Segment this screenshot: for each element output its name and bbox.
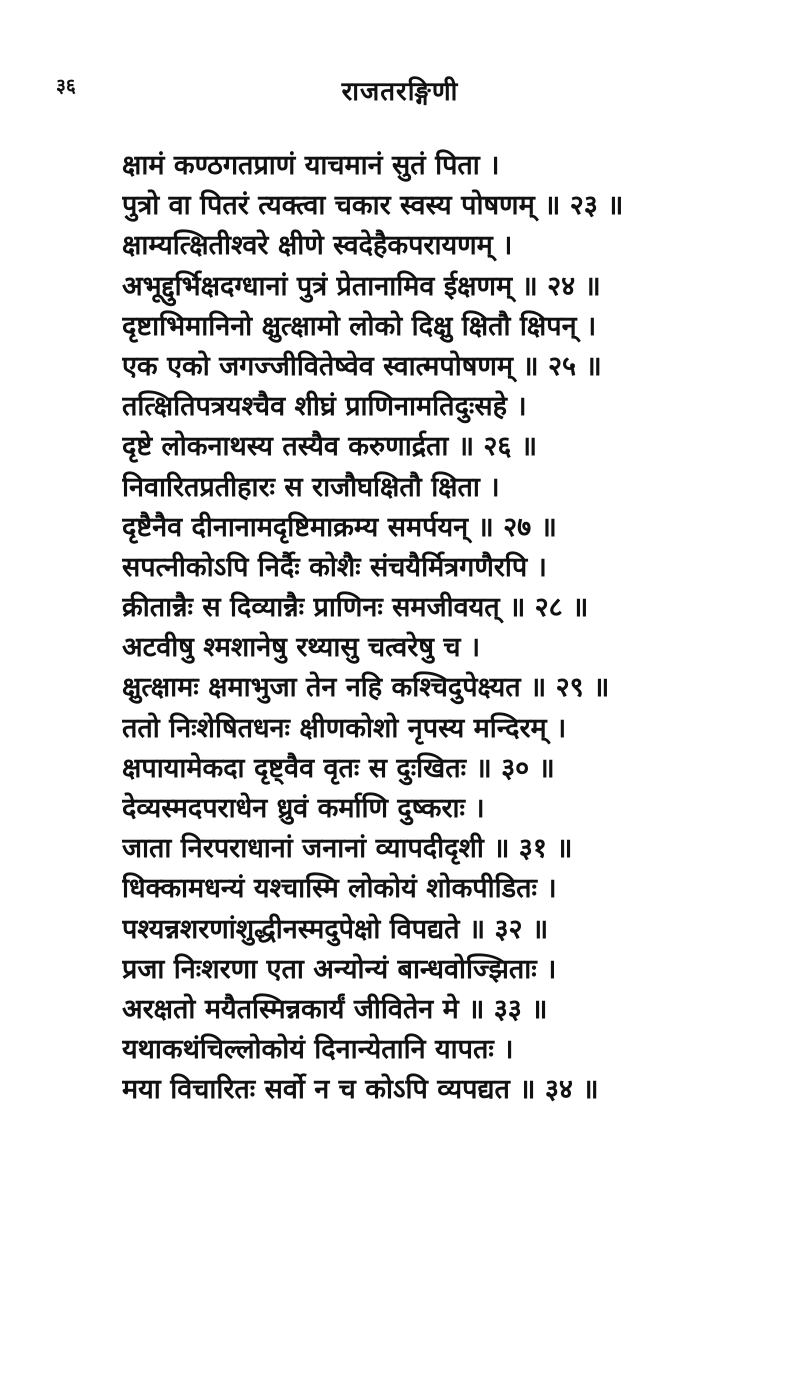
verse-line: ततो निःशेषितधनः क्षीणकोशो नृपस्य मन्दिरम् । [122,712,567,744]
verse-line: यथाकथंचिल्लोकोयं दिनान्येतानि यापतः । [122,1034,514,1066]
verse-line: देव्यस्मदपराधेन ध्रुवं कर्माणि दुष्कराः । [122,793,485,824]
verse-line: दृष्टे लोकनाथस्य तस्यैव करुणार्द्रता ॥ २६ ॥ [122,431,538,463]
verse-line: अरक्षतो मयैतस्मिन्नकार्यं जीवितेन मे ॥ ३३ ॥ [122,993,548,1025]
verse-line: तत्क्षितिपत्रयश्चैव शीघ्रं प्राणिनामतिदुःसहे । [122,391,527,423]
verse-line: अटवीषु श्मशानेषु रथ्यासु चत्वरेषु च । [122,632,481,664]
verse-line: क्षपायामेकदा दृष्ट्वैव वृतः स दुःखितः ॥ ३० ॥ [122,752,555,784]
verse-line: क्षामं कण्ठगतप्राणं याचमानं सुतं पिता । [122,150,500,181]
page-number: ३६ [56,75,76,97]
verse-line: दृष्टैनैव दीनानामदृष्टिमाक्रम्य समर्पयन् ॥ २७ ॥ [122,511,557,543]
verse-line: क्षुत्क्षामः क्षमाभुजा तेन नहि कश्चिदुपेक्ष्यत ॥ २९ ॥ [122,672,610,704]
verse-line: जाता निरपराधानां जनानां व्यापदीदृशी ॥ ३१ ॥ [122,833,573,865]
verse-line: पुत्रो वा पितरं त्यक्त्वा चकार स्वस्य पोषणम् ॥ २३ ॥ [122,190,624,222]
verse-block [122,146,782,1111]
verse-line: एक एको जगज्जीवितेष्वेव स्वात्मपोषणम् ॥ २५ ॥ [122,350,602,382]
verse-line: सपत्नीकोऽपि निर्दैः कोशैः संचयैर्मित्रगणैरपि । [122,551,547,583]
verse-line: क्षाम्यत्क्षितीश्वरे क्षीणे स्वदेहैकपरायणम् । [122,230,513,262]
verse-line: प्रजा निःशरणा एता अन्योन्यं बान्धवोज्झिताः । [122,953,557,985]
verse-line: अभूद्दुर्भिक्षदग्धानां पुत्रं प्रेतानामिव ईक्षणम् ॥ २४ ॥ [122,270,601,302]
verse-line: दृष्टाभिमानिनो क्षुत्क्षामो लोको दिक्षु क्षितौ क्षिपन् । [122,310,597,342]
verse-line: धिक्कामधन्यं यश्चास्मि लोकोयं शोकपीडितः । [122,873,557,905]
verse-line: क्रीतान्नैः स दिव्यान्नैः प्राणिनः समजीवयत् ॥ २८ ॥ [122,592,589,624]
verse-line: मया विचारितः सर्वो न च कोऽपि व्यपद्यत ॥ ३४ ॥ [122,1074,599,1106]
running-title: राजतरङ्गिणी [341,77,459,107]
verse-line: निवारितप्रतीहारः स राजौघक्षितौ क्षिता । [122,471,500,503]
verse-line: पश्यन्नशरणांशुद्धीनस्मदुपेक्षो विपद्यते ॥ ३२ ॥ [122,913,549,945]
